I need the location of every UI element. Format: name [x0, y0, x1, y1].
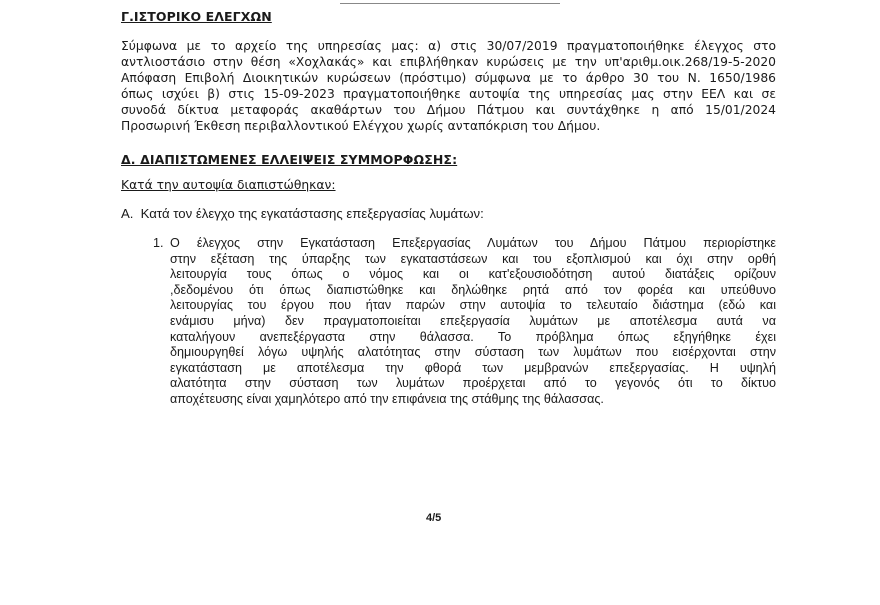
paragraph-line: όπως ισχύει β) στις 15-09-2023 πραγματοποιήθηκε αυτοψία της υπηρεσίας μας στην ΕΕΛ και σε: [121, 87, 776, 101]
paragraph-line: Σύμφωνα με το αρχείο της υπηρεσίας μας: α) στις 30/07/2019 πραγματοποιήθηκε έλεγχος στο: [121, 39, 776, 53]
paragraph-line: συνοδά δίκτυα μεταφοράς ακαθάρτων του Δήμου Πάτμου και συντάχθηκε η από 15/01/2024: [121, 103, 776, 117]
item-line: δημιουργηθεί λόγω υψηλής αλατότητας στην σύσταση των λυμάτων που εισέρχονται στην: [170, 345, 776, 360]
item-line: ,δεδομένου ότι όπως διαπιστώθηκε και δηλώθηκε ρητά από τον φορέα και υπεύθυνο: [170, 282, 776, 297]
section-g-heading: Γ.ΙΣΤΟΡΙΚΟ ΕΛΕΓΧΩΝ: [121, 9, 272, 24]
item-line: αποχέτευσης είναι χαμηλότερο από την επιφάνεια της στάθμης της θάλασσας.: [170, 391, 604, 406]
list-item-body: [170, 236, 776, 408]
list-item-number: 1.: [153, 236, 164, 250]
paragraph-line: Προσωρινή Έκθεση περιβαλλοντικού Ελέγχου χωρίς ανταπόκριση του Δήμου.: [121, 119, 601, 133]
paragraph-line: αντλιοστάσιο στην θέση «Χοχλακάς» και επιβλήθηκαν κυρώσεις με την υπ'αριθμ.οικ.268/19-5-2020: [121, 55, 776, 69]
item-line: Ο έλεγχος στην Εγκατάσταση Επεξεργασίας Λυμάτων του Δήμου Πάτμου περιορίστηκε: [170, 236, 776, 250]
item-a-mark: Α.: [121, 206, 134, 221]
page-top-edge-line: [340, 0, 560, 4]
item-a-text: Κατά τον έλεγχο της εγκατάστασης επεξεργασίας λυμάτων:: [140, 206, 484, 221]
item-line: λειτουργία τους όπως ο νόμος και οι κατ'εξουσιοδότηση αυτού διατάξεις ορίζουν: [170, 267, 776, 282]
item-line: λειτουργίας του έργου που ήταν παρών στην αυτοψία το τελευταίο διάστημα (εδώ και: [170, 298, 776, 313]
section-d-heading: Δ. ΔΙΑΠΙΣΤΩΜΕΝΕΣ ΕΛΛΕΙΨΕΙΣ ΣΥΜΜΟΡΦΩΣΗΣ:: [121, 152, 458, 167]
item-a: [121, 206, 484, 221]
section-g-paragraph: [121, 38, 776, 134]
item-line: καταλήγουν ανεπεξέργαστα στην θάλασσα. Το πρόβλημα όπως εξηγήθηκε έχει: [170, 329, 776, 344]
item-line: αλατότητα στην σύσταση των λυμάτων προέρχεται από το γεγονός ότι το δίκτυο: [170, 376, 776, 391]
item-line: εγκατάσταση με αποτέλεσμα την φθορά των μεμβρανών επεξεργασίας. Η υψηλή: [170, 360, 776, 375]
paragraph-line: Απόφαση Επιβολή Διοικητικών κυρώσεων (πρόστιμο) σύμφωνα με το άρθρο 30 του Ν. 1650/1986: [121, 71, 776, 85]
item-line: στην εξέταση της ύπαρξης των εγκαταστάσεων και του εξοπλισμού και όχι στην ορθή: [170, 251, 776, 266]
section-d-subheading: Κατά την αυτοψία διαπιστώθηκαν:: [121, 178, 336, 192]
item-line: ενάμισυ μήνα) δεν πραγματοποιείται επεξεργασία λυμάτων με αποτέλεσμα αυτά να: [170, 313, 776, 328]
page-number: 4/5: [426, 512, 442, 524]
